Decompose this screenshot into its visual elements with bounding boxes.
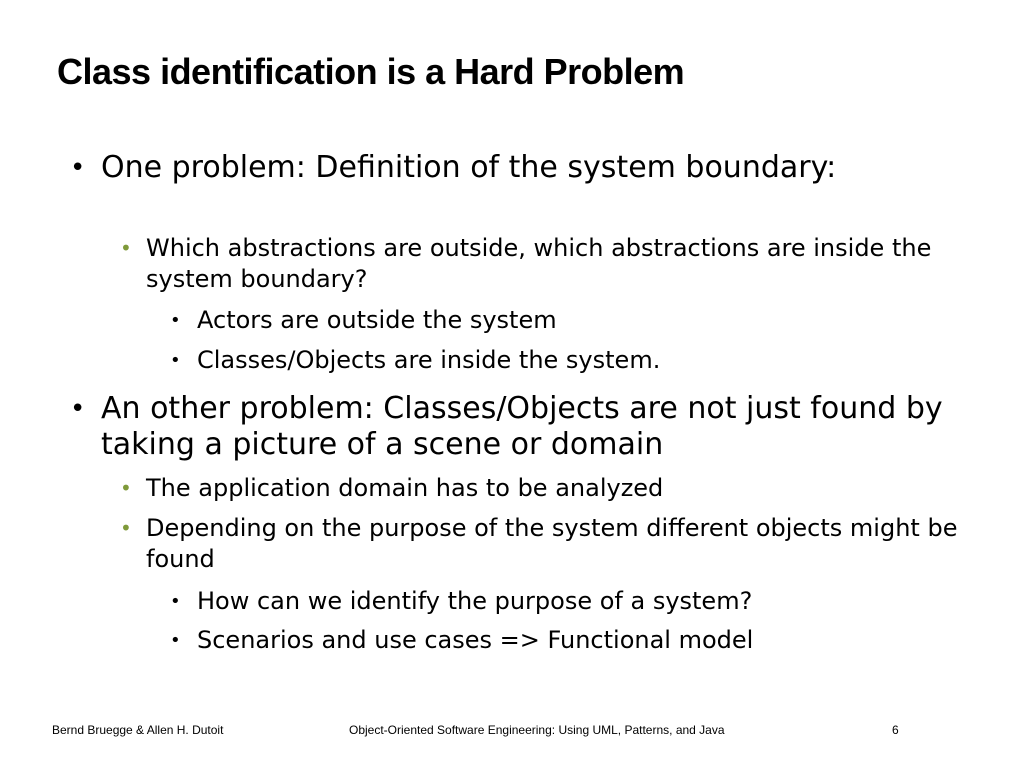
- bullet-text: Actors are outside the system: [197, 306, 557, 334]
- bullet-icon: •: [70, 394, 86, 424]
- bullet-item-level-2: [120, 233, 966, 295]
- bullet-item-level-3: [170, 625, 957, 656]
- bullet-text: Depending on the purpose of the system different objects might be found: [146, 514, 958, 573]
- bullet-item-level-3: [170, 345, 957, 376]
- bullet-text: Classes/Objects are inside the system.: [197, 346, 661, 374]
- bullet-item-level-1: [70, 150, 961, 186]
- bullet-icon: •: [170, 591, 181, 612]
- bullet-item-level-1: [70, 391, 961, 463]
- footer-page-number: 6: [892, 723, 899, 737]
- footer-book-title: Object-Oriented Software Engineering: Using UML, Patterns, and Java: [349, 723, 725, 737]
- bullet-icon: •: [120, 236, 132, 260]
- slide-title: Class identification is a Hard Problem: [57, 51, 685, 92]
- bullet-icon: •: [70, 153, 86, 183]
- bullet-icon: •: [120, 516, 132, 540]
- bullet-item-level-3: [170, 305, 957, 336]
- bullet-icon: •: [170, 630, 181, 651]
- footer-authors: Bernd Bruegge & Allen H. Dutoit: [52, 723, 224, 737]
- bullet-text: Scenarios and use cases => Functional model: [197, 626, 754, 654]
- bullet-text: Which abstractions are outside, which abstractions are inside the system boundary?: [146, 234, 932, 293]
- bullet-icon: •: [120, 476, 132, 500]
- bullet-item-level-2: [120, 473, 966, 504]
- bullet-icon: •: [170, 350, 181, 371]
- bullet-text: The application domain has to be analyzed: [146, 474, 664, 502]
- bullet-item-level-2: [120, 513, 966, 575]
- bullet-text: An other problem: Classes/Objects are not just found by taking a picture of a scene or domain: [101, 391, 943, 462]
- bullet-item-level-3: [170, 586, 957, 617]
- bullet-text: How can we identify the purpose of a system?: [197, 587, 753, 615]
- bullet-icon: •: [170, 310, 181, 331]
- bullet-text: One problem: Definition of the system boundary:: [101, 150, 837, 185]
